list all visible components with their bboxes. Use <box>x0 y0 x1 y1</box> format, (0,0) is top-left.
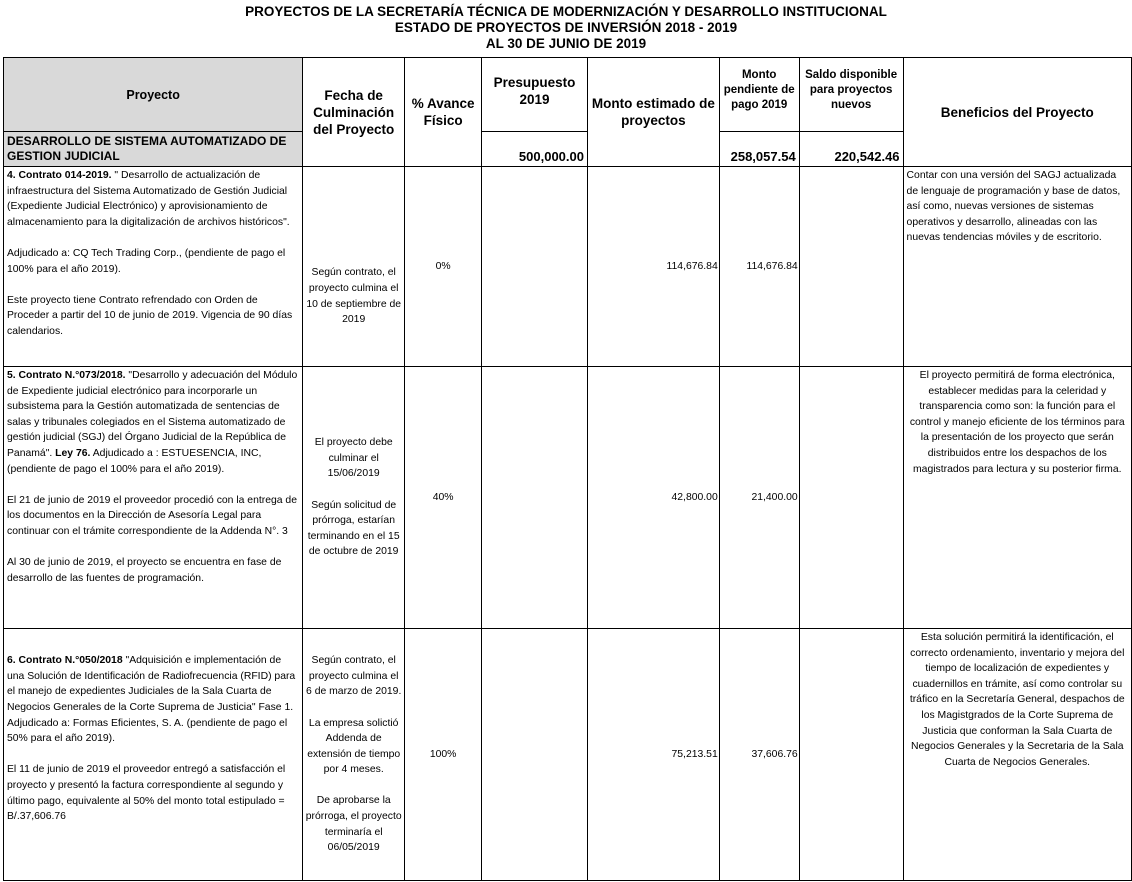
report-title: PROYECTOS DE LA SECRETARÍA TÉCNICA DE MODERNIZACIÓN Y DESARROLLO INSTITUCIONAL <box>245 4 887 19</box>
available-balance <box>799 367 903 629</box>
completion-date <box>303 367 405 629</box>
completion-date-text: Según contrato, el proyecto culmina el 6 de marzo de 2019. <box>306 655 402 698</box>
extension-text: Según solicitud de prórroga, estarían terminando en el 15 de octubre de 2019 <box>307 499 400 558</box>
project-desc-text: "Desarrollo y adecuación del Módulo de Expediente judicial electrónico para incorporarle un subsistema para la Gestión automatizada de sentencias de salas y tribunales colegiados en el Sistema automatizado de gestión judicial (SGJ) del Órgano Judicial de la República de Panamá". <box>7 370 298 459</box>
project-desc-text: "Adquisición e implementación de una Solución de Identificación de Radiofrecuencia (RFID) para el manejo de expedientes Judiciales de la Sala Cuarta de Negocios Generales de la Corte Suprema de Justicia" Fase 1. Adjudicado a: Formas Eficientes, S. A. (pendiente de pago el 50% para el año 2019). <box>7 655 296 745</box>
completion-date <box>303 167 405 367</box>
project-benefits: El proyecto permitirá de forma electrónica, establecer medidas para la celeridad y transparencia como son: la función para el control y manejo eficiente de los términos para la presentación de los proyecto que serán distribuidos entre los despachos de los magistrados para lectura y su posterior firma. <box>903 367 1131 629</box>
available-balance <box>799 167 903 367</box>
header-avance: % Avance Físico <box>405 58 482 167</box>
project-status: El 21 de junio de 2019 el proveedor procedió con la entrega de los documentos en la Dirección de Asesoría Legal para continuar con el trámite correspondiente de la Addenda N°. 3 <box>7 494 297 537</box>
group-presupuesto: 500,000.00 <box>482 132 588 167</box>
project-award: Adjudicado a : ESTUESENCIA, INC, (pendiente de pago el 100% para el año 2019). <box>7 447 262 475</box>
table-row <box>4 367 1132 629</box>
project-description <box>4 167 303 367</box>
available-balance <box>799 629 903 881</box>
header-fecha: Fecha de Culminación del Proyecto <box>303 58 405 167</box>
approval-text: De aprobarse la prórroga, el proyecto terminaría el 06/05/2019 <box>305 795 402 854</box>
report-date: AL 30 DE JUNIO DE 2019 <box>485 36 647 51</box>
completion-date-text: El proyecto debe culminar el 15/06/2019 <box>314 437 393 480</box>
header-beneficios: Beneficios del Proyecto <box>903 58 1131 167</box>
budget-cell <box>482 167 588 367</box>
project-status: Este proyecto tiene Contrato refrendado con Orden de Proceder a partir del 10 de junio de 2019. Vigencia de 90 días calendarios. <box>7 294 293 337</box>
group-name: DESARROLLO DE SISTEMA AUTOMATIZADO DE GESTION JUDICIAL <box>4 132 303 167</box>
project-award: Adjudicado a: CQ Tech Trading Corp., (pendiente de pago el 100% para el año 2019). <box>7 247 286 275</box>
contract-label: 5. Contrato N.°073/2018. <box>7 370 126 381</box>
physical-progress: 40% <box>405 367 482 629</box>
projects-table <box>3 57 1132 881</box>
group-saldo: 220,542.46 <box>799 132 903 167</box>
project-desc-text: " Desarrollo de actualización de infraestructura del Sistema Automatizado de Gestión Judicial (Expediente Judicial Electrónico) y aprovisionamiento de almacenamiento para la digitalización de archivos históricos". <box>7 170 290 228</box>
law-reference: Ley 76. <box>55 447 91 459</box>
project-description <box>4 629 303 881</box>
pending-amount: 114,676.84 <box>719 167 799 367</box>
pending-amount: 37,606.76 <box>719 629 799 881</box>
contract-label: 6. Contrato N.°050/2018 <box>7 655 123 667</box>
pending-amount: 21,400.00 <box>719 367 799 629</box>
project-benefits: Contar con una versión del SAGJ actualizada de lenguaje de programación y base de datos, así como, nuevas versiones de sistemas operativos y desarrollo, alineadas con las nuevas tendencias móviles y de escritorio. <box>903 167 1131 367</box>
report-title-block <box>0 4 1132 52</box>
header-monto-pendiente: Monto pendiente de pago 2019 <box>719 58 799 132</box>
budget-cell <box>482 367 588 629</box>
contract-label: 4. Contrato 014-2019. <box>7 170 112 181</box>
header-monto-estimado: Monto estimado de proyectos <box>587 58 719 167</box>
completion-date <box>303 629 405 881</box>
table-row <box>4 629 1132 881</box>
report-subtitle: ESTADO DE PROYECTOS DE INVERSIÓN 2018 - 2019 <box>394 20 738 35</box>
table-row <box>4 167 1132 367</box>
physical-progress: 0% <box>405 167 482 367</box>
project-status: El 11 de junio de 2019 el proveedor entregó a satisfacción el proyecto y presentó la factura correspondiente al segundo y último pago, equivalente al 50% del monto total estipulado = B/.37,606.76 <box>7 764 286 823</box>
project-status-2: Al 30 de junio de 2019, el proyecto se encuentra en fase de desarrollo de las fuentes de programación. <box>7 557 282 584</box>
header-saldo: Saldo disponible para proyectos nuevos <box>799 58 903 132</box>
estimated-amount: 75,213.51 <box>587 629 719 881</box>
estimated-amount: 114,676.84 <box>587 167 719 367</box>
estimated-amount: 42,800.00 <box>587 367 719 629</box>
project-description <box>4 367 303 629</box>
physical-progress: 100% <box>405 629 482 881</box>
completion-date-text: Según contrato, el proyecto culmina el 10 de septiembre de 2019 <box>306 267 402 326</box>
header-proyecto: Proyecto <box>4 58 303 132</box>
extension-text: La empresa solictió Addenda de extensión de tiempo por 4 meses. <box>307 717 401 776</box>
group-monto-pendiente: 258,057.54 <box>719 132 799 167</box>
header-presupuesto: Presupuesto 2019 <box>482 58 588 132</box>
budget-cell <box>482 629 588 881</box>
project-benefits: Esta solución permitirá la identificación, el correcto ordenamiento, inventario y mejora del tiempo de localización de expedientes y cuadernillos en trámite, así como controlar su tráfico en la Secretaría General, despachos de los Magistgrados de la Corte Suprema de Justicia que conforman la Sala Cuarta de Negocios Generales y la Secretaria de la Sala Cuarta de Negocios Generales. <box>903 629 1131 881</box>
